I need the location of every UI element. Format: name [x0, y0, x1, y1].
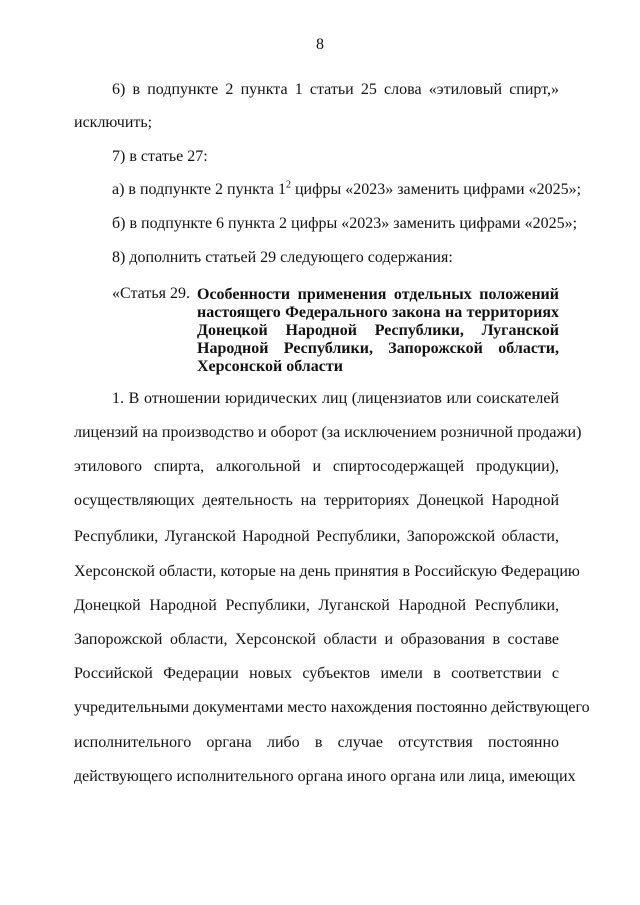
item-8: 8) дополнить статьей 29 следующего содержания: [112, 249, 453, 266]
item-7b: б) в подпункте 6 пункта 2 цифры «2023» заменить цифрами «2025»; [112, 215, 578, 232]
body-line-1: 1. В отношении юридических лиц (лицензиатов или соискателей [112, 390, 559, 407]
body-line-12: действующего исполнительного органа иного органа или лица, имеющих [74, 768, 576, 785]
body-line-7: Донецкой Народной Республики, Луганской Народной Республики, [74, 597, 559, 614]
item-6-line-2: исключить; [74, 114, 153, 131]
body-line-2: лицензий на производство и оборот (за исключением розничной продажи) [74, 424, 582, 441]
body-line-11: исполнительного органа либо в случае отсутствия постоянно [74, 734, 559, 751]
item-7a [112, 179, 582, 198]
body-line-5: Республики, Луганской Народной Республики, Запорожской области, [74, 528, 559, 545]
page-number: 8 [316, 36, 324, 53]
item-7a-text-end: цифры «2023» заменить цифрами «2025»; [290, 181, 582, 198]
item-6-line-1: 6) в подпункте 2 пункта 1 статьи 25 слова «этиловый спирт,» [112, 81, 559, 98]
item-7a-superscript: 2 [285, 179, 291, 191]
body-line-10: учредительными документами место нахождения постоянно действующего [74, 699, 590, 716]
body-line-6: Херсонской области, которые на день принятия в Российскую Федерацию [74, 563, 580, 580]
body-line-4: осуществляющих деятельность на территориях Донецкой Народной [74, 492, 559, 509]
article-label: «Статья 29. [112, 285, 190, 302]
body-line-3: этилового спирта, алкогольной и спиртосодержащей продукции), [74, 458, 559, 475]
body-line-9: Российской Федерации новых субъектов имели в соответствии с [74, 665, 559, 682]
article-title: Особенности применения отдельных положений настоящего Федерального закона на территориях Донецкой Народной Республики, Луганской Народной Республики, Запорожской области, Херсонской области [197, 286, 559, 375]
body-line-8: Запорожской области, Херсонской области и образования в составе [74, 631, 559, 648]
item-7: 7) в статье 27: [112, 148, 208, 165]
item-7a-text: а) в подпункте 2 пункта 1 [112, 181, 286, 198]
